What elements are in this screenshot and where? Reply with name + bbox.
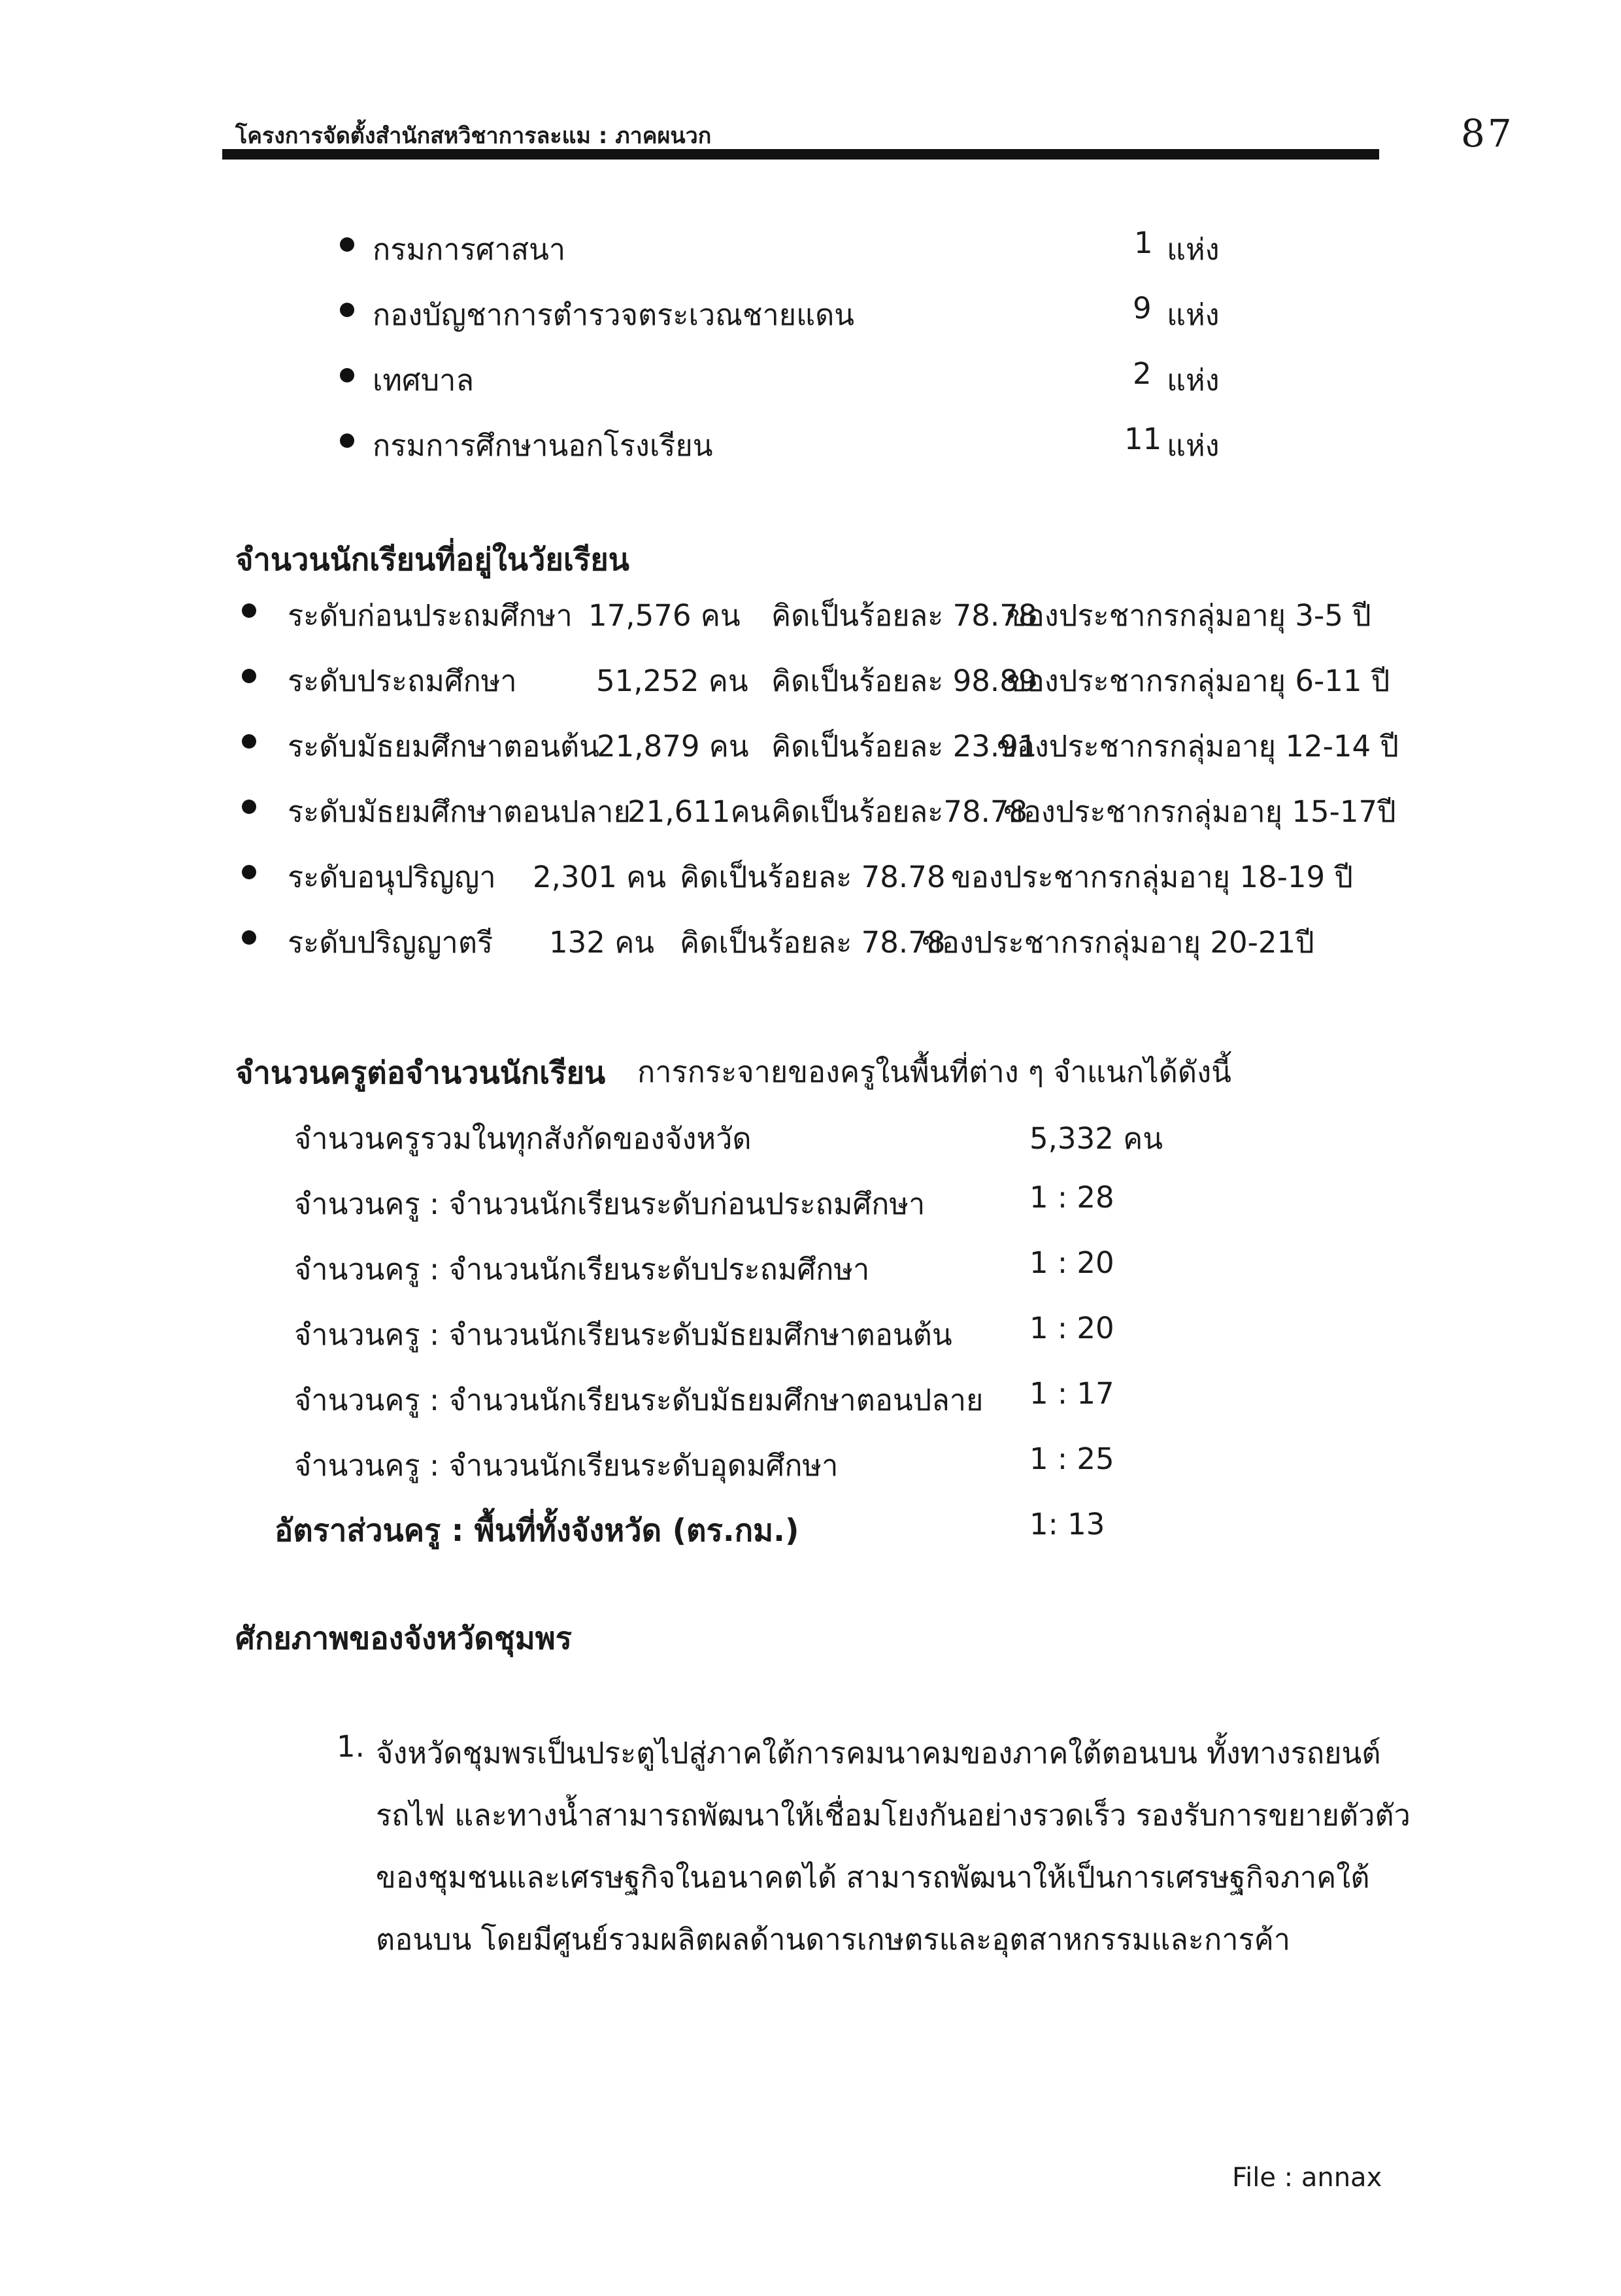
page-number: 87 [1461,111,1514,156]
agency-count: 9 [1133,291,1152,326]
bullet-icon [242,669,256,683]
header-rule [222,149,1379,160]
agency-count: 1 [1134,226,1153,260]
area-ratio-value: 1: 13 [1029,1507,1105,1542]
student-age-group: ของประชากรกลุ่มอายุ 20-21ปี [922,925,1314,960]
bullet-icon [242,734,256,749]
student-level: ระดับก่อนประถมศึกษา [288,598,573,633]
student-count: 21,879 คน [597,729,749,764]
paragraph-line: ตอนบน โดยมีศูนย์รวมผลิตผลด้านดารเกษตรและอุตสาหกรรมและการค้า [376,1922,1291,1957]
bullet-icon [340,368,354,382]
student-percent: คิดเป็นร้อยละ 98.89 [771,664,1037,698]
student-age-group: ของประชากรกลุ่มอายุ 15-17ปี [1003,794,1396,829]
paragraph-line: จังหวัดชุมพรเป็นประตูไปสู่ภาคใต้การคมนาคมของภาคใต้ตอนบน ทั้งทางรถยนต์ [376,1736,1381,1770]
ratio-value: 1 : 20 [1029,1311,1114,1345]
agency-name: กรมการศึกษานอกโรงเรียน [373,428,713,463]
agency-unit: แห่ง [1167,232,1220,267]
student-percent: คิดเป็นร้อยละ 23.91 [771,729,1037,764]
student-age-group: ของประชากรกลุ่มอายุ 6-11 ปี [1007,664,1390,698]
bullet-icon [242,930,256,945]
agency-unit: แห่ง [1167,297,1220,332]
student-count: 2,301 คน [533,860,666,894]
ratio-value: 1 : 20 [1029,1245,1114,1280]
agency-name: กองบัญชาการตำรวจตระเวณชายแดน [373,297,855,332]
student-percent: คิดเป็นร้อยละ 78.78 [680,860,946,894]
ratio-label: จำนวนครู : จำนวนนักเรียนระดับประถมศึกษา [294,1252,870,1287]
student-level: ระดับอนุปริญญา [288,860,496,894]
footer-file-label: File : annax [1232,2163,1382,2193]
ratio-value: 1 : 28 [1029,1180,1114,1215]
bullet-icon [340,237,354,252]
student-count: 51,252 คน [596,664,748,698]
student-level: ระดับมัธยมศึกษาตอนปลาย [288,794,631,829]
student-level: ระดับมัธยมศึกษาตอนต้น [288,729,600,764]
ratio-label: จำนวนครู : จำนวนนักเรียนระดับก่อนประถมศึกษา [294,1187,926,1221]
student-percent: คิดเป็นร้อยละ78.78 [771,794,1028,829]
agency-unit: แห่ง [1167,363,1220,397]
ratio-label: จำนวนครู : จำนวนนักเรียนระดับมัธยมศึกษาตอนปลาย [294,1383,984,1417]
students-heading: จำนวนนักเรียนที่อยู่ในวัยเรียน [235,542,629,578]
student-level: ระดับปริญญาตรี [288,925,493,960]
student-count: 17,576 คน [588,598,741,633]
ratio-label: จำนวนครู : จำนวนนักเรียนระดับมัธยมศึกษาตอนต้น [294,1317,952,1352]
paragraph-line: รถไฟ และทางน้ำสามารถพัฒนาให้เชื่อมโยงกันอย่างรวดเร็ว รองรับการขยายตัวตัว [376,1798,1411,1832]
paragraph-line: ของชุมชนและเศรษฐกิจในอนาคตได้ สามารถพัฒนาให้เป็นการเศรษฐกิจภาคใต้ [376,1860,1370,1895]
ratio-value: 5,332 คน [1029,1121,1163,1156]
agency-name: เทศบาล [373,363,475,397]
area-ratio-label: อัตราส่วนครู : พื้นที่ทั้งจังหวัด (ตร.กม.) [275,1513,799,1549]
student-age-group: ของประชากรกลุ่มอายุ 3-5 ปี [1007,598,1371,633]
student-count: 132 คน [549,925,655,960]
ratio-label: จำนวนครู : จำนวนนักเรียนระดับอุดมศึกษา [294,1448,839,1483]
ratio-value: 1 : 25 [1029,1442,1114,1476]
agency-unit: แห่ง [1167,428,1220,463]
agency-name: กรมการศาสนา [373,232,566,267]
student-percent: คิดเป็นร้อยละ 78.78 [771,598,1037,633]
teachers-heading: จำนวนครูต่อจำนวนนักเรียน [235,1055,606,1091]
agency-count: 11 [1124,422,1162,456]
item-number: 1. [337,1729,365,1764]
bullet-icon [340,433,354,448]
student-count: 21,611คน [627,794,771,829]
bullet-icon [340,303,354,317]
bullet-icon [242,800,256,814]
header-title: โครงการจัดตั้งสำนักสหวิชาการละแม : ภาคผนวก [235,123,712,149]
student-age-group: ของประชากรกลุ่มอายุ 18-19 ปี [951,860,1353,894]
teachers-intro: การกระจายของครูในพื้นที่ต่าง ๆ จำแนกได้ดังนี้ [637,1055,1231,1089]
ratio-value: 1 : 17 [1029,1376,1114,1411]
bullet-icon [242,865,256,879]
bullet-icon [242,603,256,618]
student-percent: คิดเป็นร้อยละ 78.78 [680,925,946,960]
potential-heading: ศักยภาพของจังหวัดชุมพร [235,1621,572,1657]
student-age-group: ของประชากรกลุ่มอายุ 12-14 ปี [997,729,1399,764]
agency-count: 2 [1133,356,1152,391]
student-level: ระดับประถมศึกษา [288,664,517,698]
ratio-label: จำนวนครูรวมในทุกสังกัดของจังหวัด [294,1121,752,1156]
